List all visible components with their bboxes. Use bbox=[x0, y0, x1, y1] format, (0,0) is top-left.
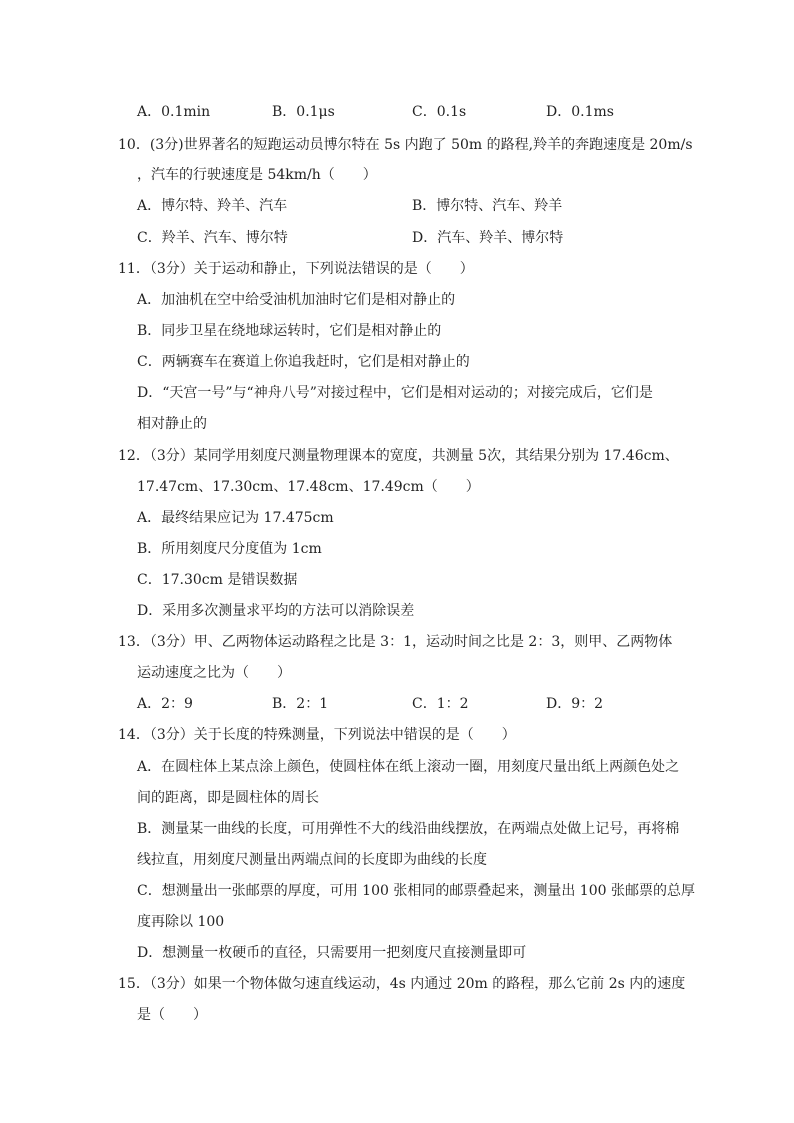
q13-options-row bbox=[0, 692, 794, 716]
q10-option-c: C．羚羊、汽车、博尔特 bbox=[137, 230, 288, 246]
q13-stem-line-1: 13．（3分）甲、乙两物体运动路程之比是 3：1，运动时间之比是 2：3，则甲、乙两物体 bbox=[118, 634, 673, 650]
q10-option-b: B．博尔特、汽车、羚羊 bbox=[412, 198, 563, 214]
q9-options-row bbox=[0, 100, 794, 124]
q15-stem-line-1: 15．（3分）如果一个物体做匀速直线运动，4s 内通过 20m 的路程，那么它前 2s 内的速度 bbox=[118, 976, 686, 992]
q9-option-b: B．0.1μs bbox=[272, 104, 335, 120]
q14-option-a-line-1: A．在圆柱体上某点涂上颜色，使圆柱体在纸上滚动一圈，用刻度尺量出纸上两颜色处之 bbox=[137, 759, 680, 775]
q13-option-c: C．1：2 bbox=[412, 696, 469, 712]
q14-option-b-line-1: B．测量某一曲线的长度，可用弹性不大的线沿曲线摆放，在两端点处做上记号，再将棉 bbox=[137, 821, 680, 837]
q11-option-d-line-1: D．“天宫一号”与“神舟八号”对接过程中，它们是相对运动的；对接完成后，它们是 bbox=[137, 385, 653, 401]
q11-option-b: B．同步卫星在绕地球运转时，它们是相对静止的 bbox=[137, 323, 442, 339]
q14-option-a-line-2: 间的距离，即是圆柱体的周长 bbox=[137, 790, 319, 806]
q10-stem-line-2: ，汽车的行驶速度是 54km/h（ ） bbox=[137, 167, 377, 183]
q12-stem-line-1: 12．（3分）某同学用刻度尺测量物理课本的宽度，共测量 5次，其结果分别为 17.46cm、 bbox=[118, 448, 679, 464]
q9-option-a: A．0.1min bbox=[137, 104, 211, 120]
q13-stem-line-2: 运动速度之比为（ ） bbox=[137, 665, 291, 681]
q10-options-row-1 bbox=[0, 194, 794, 218]
q12-option-a: A．最终结果应记为 17.475cm bbox=[137, 510, 334, 526]
q9-option-d: D．0.1ms bbox=[546, 104, 614, 120]
q14-option-b-line-2: 线拉直，用刻度尺测量出两端点间的长度即为曲线的长度 bbox=[137, 852, 487, 868]
q11-option-a: A．加油机在空中给受油机加油时它们是相对静止的 bbox=[137, 292, 456, 308]
q13-option-d: D．9：2 bbox=[546, 696, 604, 712]
q10-stem-line-1: 10．(3分)世界著名的短跑运动员博尔特在 5s 内跑了 50m 的路程,羚羊的奔跑速度是 20m/s bbox=[118, 137, 693, 153]
q11-stem: 11．（3分）关于运动和静止，下列说法错误的是（ ） bbox=[118, 261, 474, 277]
q15-stem-line-2: 是（ ） bbox=[137, 1007, 207, 1023]
q14-stem: 14．（3分）关于长度的特殊测量，下列说法中错误的是（ ） bbox=[118, 727, 516, 743]
q14-option-d: D．想测量一枚硬币的直径，只需要用一把刻度尺直接测量即可 bbox=[137, 945, 527, 961]
q12-option-d: D．采用多次测量求平均的方法可以消除误差 bbox=[137, 603, 415, 619]
q10-option-d: D．汽车、羚羊、博尔特 bbox=[412, 230, 564, 246]
q11-option-c: C．两辆赛车在赛道上你追我赶时，它们是相对静止的 bbox=[137, 354, 470, 370]
q13-option-b: B．2：1 bbox=[272, 696, 329, 712]
q12-option-b: B．所用刻度尺分度值为 1cm bbox=[137, 541, 322, 557]
q10-option-a: A．博尔特、羚羊、汽车 bbox=[137, 198, 288, 214]
q9-option-c: C．0.1s bbox=[412, 104, 467, 120]
q12-stem-line-2: 17.47cm、17.30cm、17.48cm、17.49cm（ ） bbox=[137, 479, 480, 495]
q12-option-c: C．17.30cm 是错误数据 bbox=[137, 572, 298, 588]
q10-options-row-2 bbox=[0, 226, 794, 250]
q14-option-c-line-2: 度再除以 100 bbox=[137, 914, 225, 930]
q11-option-d-line-2: 相对静止的 bbox=[137, 416, 207, 432]
q13-option-a: A．2：9 bbox=[137, 696, 193, 712]
q14-option-c-line-1: C．想测量出一张邮票的厚度，可用 100 张相同的邮票叠起来，测量出 100 张邮票的总厚 bbox=[137, 883, 695, 899]
